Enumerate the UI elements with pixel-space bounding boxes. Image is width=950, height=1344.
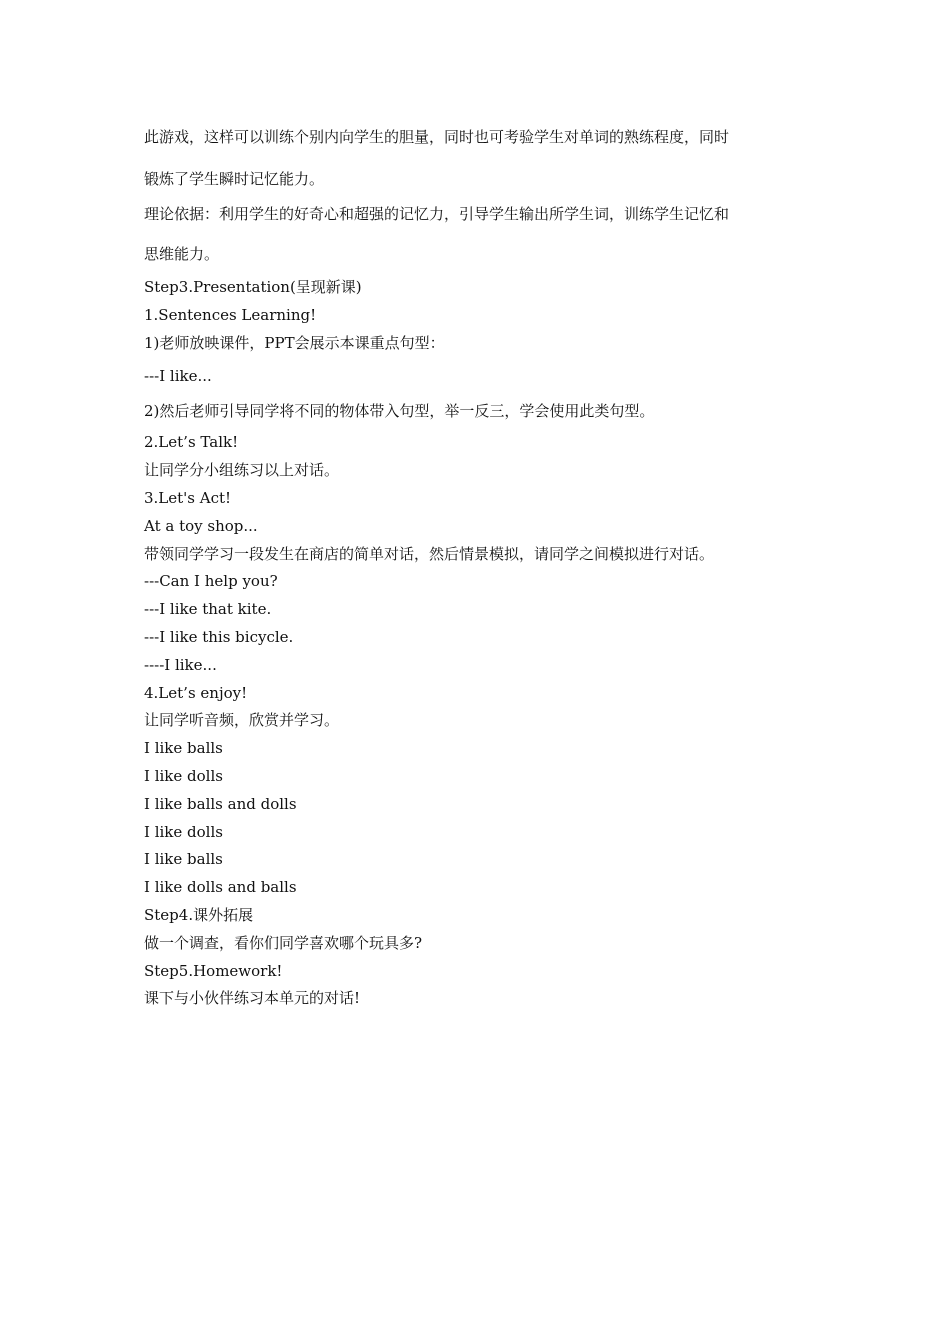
text-line: 2.Let’s Talk!: [144, 433, 239, 451]
text-line: ---I like...: [144, 367, 212, 385]
text-line: 1)老师放映课件，PPT会展示本课重点句型：: [144, 334, 445, 352]
text-line: 让同学听音频，欣赏并学习。: [144, 711, 340, 729]
text-line: 4.Let’s enjoy!: [144, 684, 248, 702]
text-line: I like dolls: [144, 823, 223, 841]
text-line: ---Can I help you?: [144, 572, 278, 590]
text-line: I like balls: [144, 739, 223, 757]
section-heading: Step3.Presentation(呈现新课): [144, 278, 362, 296]
text-line: I like balls: [144, 850, 223, 868]
text-line: 3.Let's Act!: [144, 489, 232, 507]
text-line: I like dolls and balls: [144, 878, 297, 896]
text-line: 1.Sentences Learning!: [144, 306, 317, 324]
text-line: 让同学分小组练习以上对话。: [144, 461, 340, 479]
text-line: 锻炼了学生瞬时记忆能力。: [144, 170, 325, 188]
text-line: 课下与小伙伴练习本单元的对话!: [144, 989, 361, 1007]
section-heading: Step4.课外拓展: [144, 906, 254, 924]
text-line: 理论依据：利用学生的好奇心和超强的记忆力，引导学生输出所学生词，训练学生记忆和: [144, 205, 730, 223]
text-line: 此游戏，这样可以训练个别内向学生的胆量，同时也可考验学生对单词的熟练程度，同时: [144, 128, 730, 146]
text-line: 2)然后老师引导同学将不同的物体带入句型，举一反三，学会使用此类句型。: [144, 402, 655, 420]
text-line: At a toy shop...: [144, 517, 258, 535]
text-line: ---I like that kite.: [144, 600, 272, 618]
section-heading: Step5.Homework!: [144, 962, 283, 980]
text-line: 带领同学学习一段发生在商店的简单对话，然后情景模拟，请同学之间模拟进行对话。: [144, 545, 715, 563]
text-line: I like dolls: [144, 767, 223, 785]
text-line: ----I like...: [144, 656, 217, 674]
text-line: I like balls and dolls: [144, 795, 297, 813]
text-line: ---I like this bicycle.: [144, 628, 294, 646]
text-line: 做一个调查，看你们同学喜欢哪个玩具多?: [144, 934, 423, 952]
text-line: 思维能力。: [144, 245, 220, 263]
